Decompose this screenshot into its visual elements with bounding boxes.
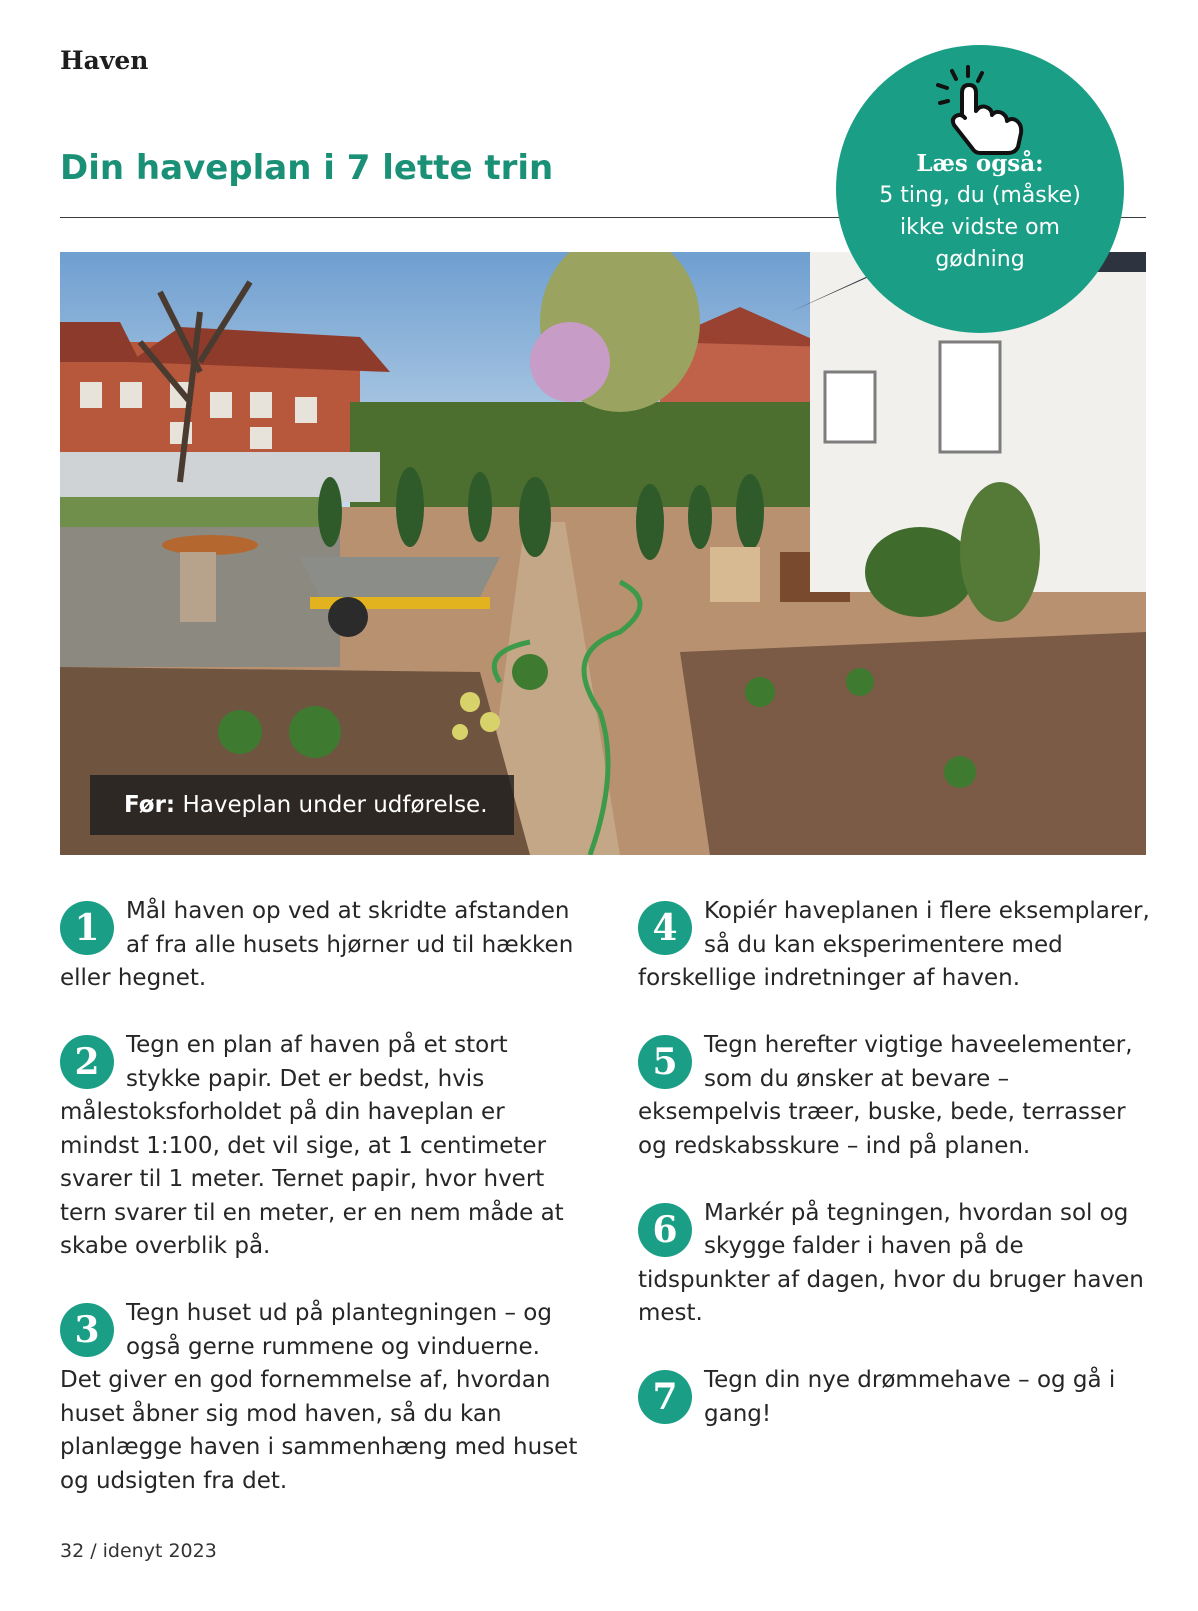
step-number-badge: 4 [638,901,692,955]
step-item [60,1297,580,1498]
read-also-badge[interactable] [836,45,1124,333]
step-item [638,1029,1153,1163]
step-text: Kopiér haveplanen i flere eksemplarer, så du kan eksperimentere med forskellige indretninger af haven. [638,898,1150,991]
page-footer: 32 / idenyt 2023 [60,1540,217,1562]
step-number-badge: 5 [638,1035,692,1089]
garden-illustration [60,252,1146,855]
step-text: Markér på tegningen, hvordan sol og skygge falder i haven på de tidspunkter af dagen, hvor du bruger haven mest. [638,1199,1144,1326]
garden-photo [60,252,1146,855]
step-text: Mål haven op ved at skridte afstanden af fra alle husets hjørner ud til hækken eller hegnet. [60,898,574,991]
step-number-badge: 3 [60,1303,114,1357]
step-number-badge: 2 [60,1035,114,1089]
step-number-badge: 6 [638,1203,692,1257]
badge-text: 5 ting, du (måske) ikke vidste om gødning [879,183,1081,272]
section-label: Haven [60,46,149,75]
step-text: Tegn en plan af haven på et stort stykke papir. Det er bedst, hvis målestoksforholdet på din haveplan er mindst 1:100, det vil sige, at 1 centimeter svarer til 1 meter. Ternet papir, hvor hvert tern svarer til en meter, er en nem måde at skabe overblik på. [60,1032,564,1259]
step-item [638,895,1153,996]
photo-caption [90,775,514,835]
step-number-badge: 7 [638,1370,692,1424]
page-title: Din haveplan i 7 lette trin [60,148,554,188]
step-item [638,1197,1153,1331]
steps-column-left [60,895,580,1532]
caption-text: Haveplan under udførelse. [182,792,488,818]
step-number-badge: 1 [60,901,114,955]
pointing-hand-click-icon [932,63,1032,155]
step-text: Tegn din nye drømmehave – og gå i gang! [704,1367,1116,1427]
steps-column-right [638,895,1153,1465]
step-item [638,1364,1153,1431]
badge-title: Læs også: [916,150,1044,177]
step-item [60,1029,580,1264]
step-text: Tegn huset ud på plantegningen – og også gerne rummene og vinduerne. Det giver en god fornemmelse af, hvordan huset åbner sig mod haven, så du kan planlægge haven i sammenhæng med huset og udsigten fra det. [60,1300,578,1494]
step-item [60,895,580,996]
caption-label: Før: [124,792,176,818]
step-text: Tegn herefter vigtige haveelementer, som du ønsker at bevare – eksempelvis træer, buske, bede, terrasser og redskabsskure – ind på planen. [638,1032,1133,1159]
